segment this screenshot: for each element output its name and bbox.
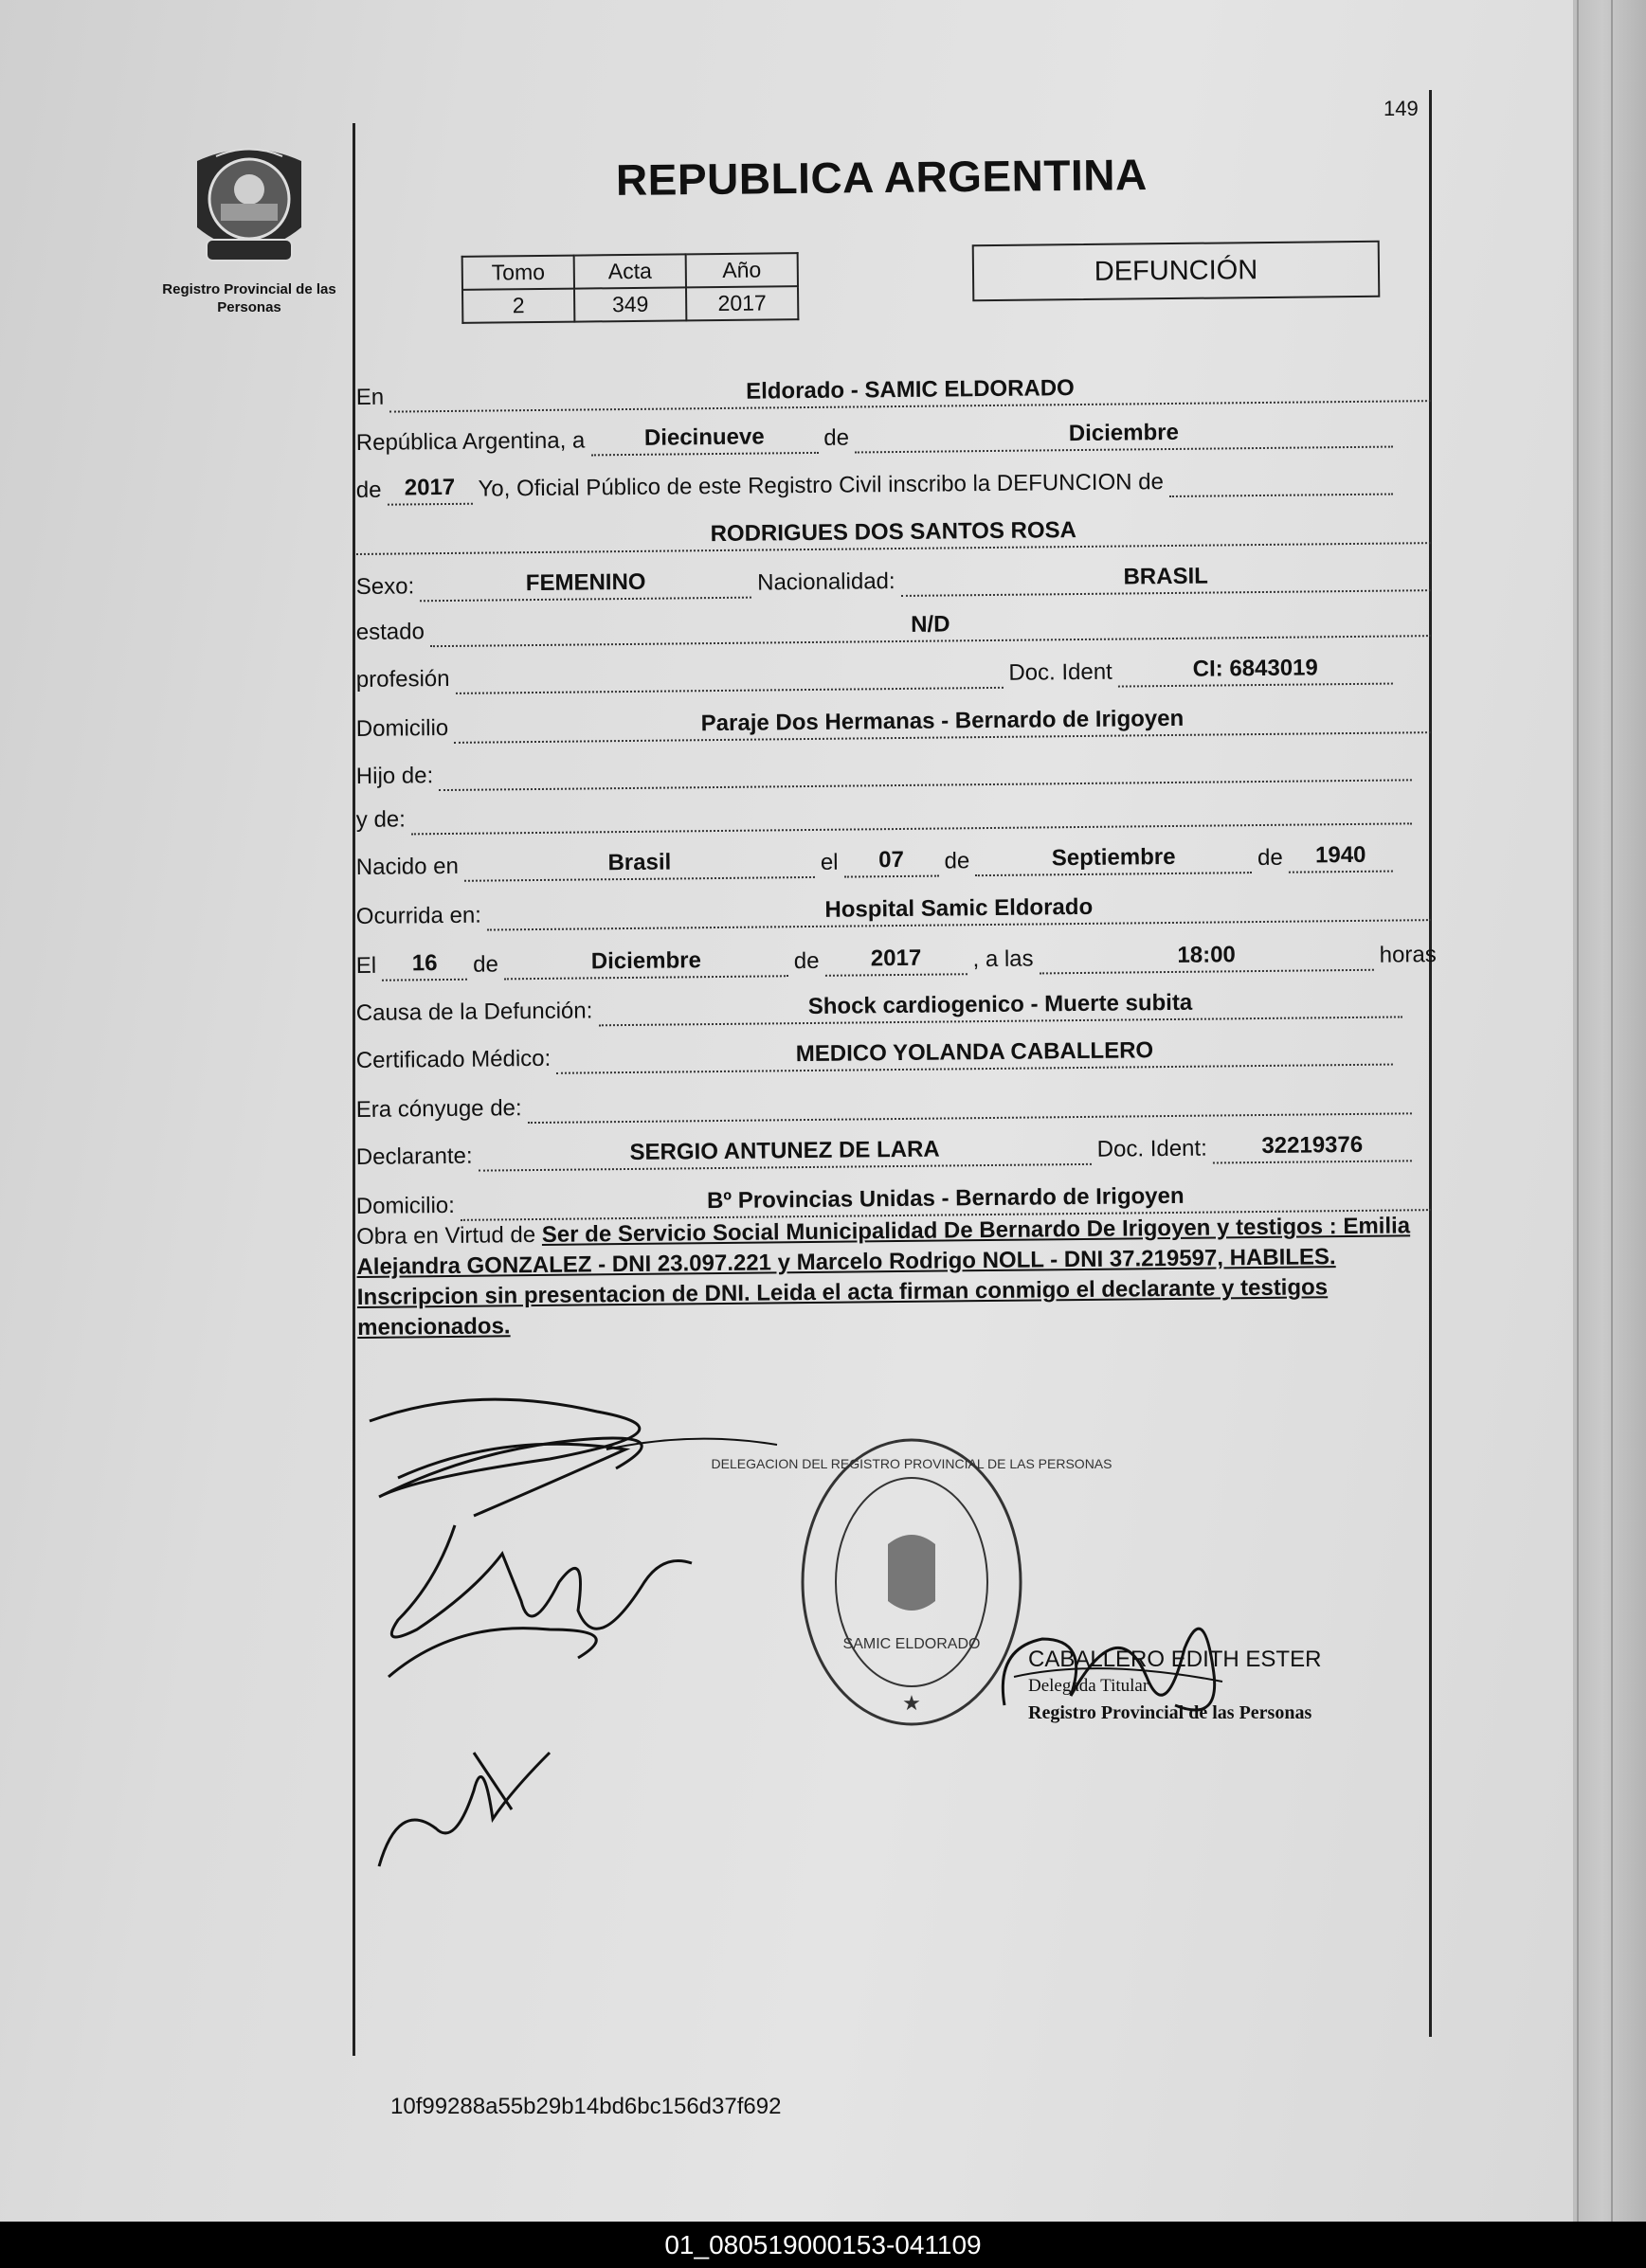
nacido-value: Brasil bbox=[464, 848, 815, 882]
en-label: En bbox=[355, 384, 385, 411]
page-number: 149 bbox=[1384, 97, 1419, 120]
birth-day: 07 bbox=[843, 847, 938, 878]
obra-label: Obra en Virtud de bbox=[356, 1222, 536, 1250]
name-value: RODRIGUES DOS SANTOS ROSA bbox=[356, 513, 1431, 555]
official-name: CABALLERO EDITH ESTER bbox=[1028, 1647, 1322, 1672]
obra-paragraph bbox=[356, 1211, 1447, 1343]
sexo-value: FEMENINO bbox=[420, 568, 751, 603]
official-role: Delegada Titular bbox=[1028, 1676, 1149, 1696]
register-table-header bbox=[462, 253, 798, 290]
de-label: de bbox=[944, 848, 970, 874]
official-block bbox=[1028, 1647, 1321, 1726]
death-time: 18:00 bbox=[1039, 941, 1373, 975]
declarante-value: SERGIO ANTUNEZ DE LARA bbox=[478, 1135, 1092, 1172]
de-label: de bbox=[823, 424, 850, 451]
stamp-inner-text: SAMIC ELDORADO bbox=[842, 1636, 981, 1652]
yde-label: y de: bbox=[355, 806, 406, 834]
en-value: Eldorado - SAMIC ELDORADO bbox=[389, 371, 1431, 413]
de-label: de bbox=[355, 477, 382, 504]
declarante-doc-value: 32219376 bbox=[1213, 1131, 1412, 1163]
tomo-value: 2 bbox=[462, 289, 574, 323]
domicilio2-label: Domicilio: bbox=[355, 1192, 455, 1220]
day-text: Diecinueve bbox=[590, 423, 818, 457]
estado-value: N/D bbox=[430, 606, 1431, 647]
stamp-outer-text: DELEGACION DEL REGISTRO PROVINCIAL DE LAS PERSONAS bbox=[711, 1456, 1112, 1471]
page-edge-line bbox=[1611, 0, 1613, 2222]
a-las-label: , a las bbox=[972, 945, 1034, 973]
death-year: 2017 bbox=[824, 945, 967, 977]
El-label: El bbox=[355, 952, 377, 980]
el-label: el bbox=[820, 849, 839, 875]
causa-label: Causa de la Defunción: bbox=[355, 998, 593, 1027]
death-day: 16 bbox=[382, 950, 467, 981]
certificado-label: Certificado Médico: bbox=[355, 1045, 552, 1074]
estado-label: estado bbox=[355, 619, 425, 646]
record-type-box: DEFUNCIÓN bbox=[972, 241, 1381, 301]
de-label: de bbox=[473, 951, 499, 978]
province-logo bbox=[159, 137, 339, 316]
acta-header: Acta bbox=[574, 254, 686, 288]
page-edge-line bbox=[1577, 0, 1579, 2222]
certificado-value: MEDICO YOLANDA CABALLERO bbox=[556, 1035, 1393, 1074]
domicilio-label: Domicilio bbox=[355, 714, 449, 743]
conyuge-label: Era cónyuge de: bbox=[355, 1095, 522, 1124]
nacido-label: Nacido en bbox=[355, 853, 460, 881]
document-hash: 10f99288a55b29b14bd6bc156d37f692 bbox=[390, 2094, 782, 2119]
province-shield-icon bbox=[178, 137, 320, 270]
death-month: Diciembre bbox=[504, 946, 788, 980]
declarante-doc-label: Doc. Ident: bbox=[1096, 1135, 1207, 1162]
doc-label: Doc. Ident bbox=[1008, 658, 1112, 686]
ocurrida-label: Ocurrida en: bbox=[355, 902, 482, 930]
hijo-label: Hijo de: bbox=[355, 763, 434, 790]
profesion-label: profesión bbox=[355, 665, 450, 693]
nacionalidad-label: Nacionalidad: bbox=[757, 568, 895, 596]
domicilio-value: Paraje Dos Hermanas - Bernardo de Irigoyen bbox=[454, 703, 1431, 744]
tomo-header: Tomo bbox=[462, 256, 574, 290]
left-rule bbox=[353, 123, 355, 2056]
republica-label: República Argentina, a bbox=[355, 427, 586, 457]
footer-id-bar: 01_080519000153-041109 bbox=[0, 2222, 1646, 2268]
obra-value: Ser de Servicio Social Municipalidad De Bernardo De Irigoyen y testigos : Emilia Alejandra GONZALEZ - DNI 23.097.221 y Marcelo Rodrigo NOLL - DNI 37.219597, HABILES. Inscripcion sin presentacion de DNI. Leida el acta firman conmigo el declarante y testigos mencionados. bbox=[356, 1213, 1411, 1341]
page-edge bbox=[1573, 0, 1646, 2222]
ocurrida-value: Hospital Samic Eldorado bbox=[487, 891, 1431, 930]
sexo-label: Sexo: bbox=[355, 573, 415, 601]
anio-value: 2017 bbox=[686, 286, 798, 320]
acta-value: 349 bbox=[574, 287, 686, 321]
declarante-label: Declarante: bbox=[355, 1143, 473, 1171]
anio-header: Año bbox=[686, 253, 798, 287]
horas-label: horas bbox=[1379, 942, 1437, 968]
year-value: 2017 bbox=[387, 475, 472, 506]
document-title: REPUBLICA ARGENTINA bbox=[615, 150, 1148, 205]
official-office: Registro Provincial de las Personas bbox=[1028, 1702, 1312, 1723]
de-label: de bbox=[1257, 844, 1283, 872]
month-text: Diciembre bbox=[855, 418, 1393, 454]
birth-year: 1940 bbox=[1289, 842, 1393, 873]
causa-value: Shock cardiogenico - Muerte subita bbox=[598, 987, 1402, 1026]
register-table-values bbox=[462, 286, 798, 323]
nacionalidad-value: BRASIL bbox=[900, 561, 1430, 597]
de-label: de bbox=[793, 947, 820, 975]
svg-text:★: ★ bbox=[902, 1691, 921, 1715]
doc-value: CI: 6843019 bbox=[1118, 655, 1393, 688]
domicilio2-value: Bº Provincias Unidas - Bernardo de Irigoyen bbox=[461, 1180, 1431, 1221]
birth-month: Septiembre bbox=[975, 843, 1252, 876]
register-table bbox=[461, 252, 800, 324]
logo-caption: Registro Provincial de las Personas bbox=[162, 281, 336, 315]
yo-text: Yo, Oficial Público de este Registro Civil inscribo la DEFUNCION de bbox=[478, 469, 1165, 502]
